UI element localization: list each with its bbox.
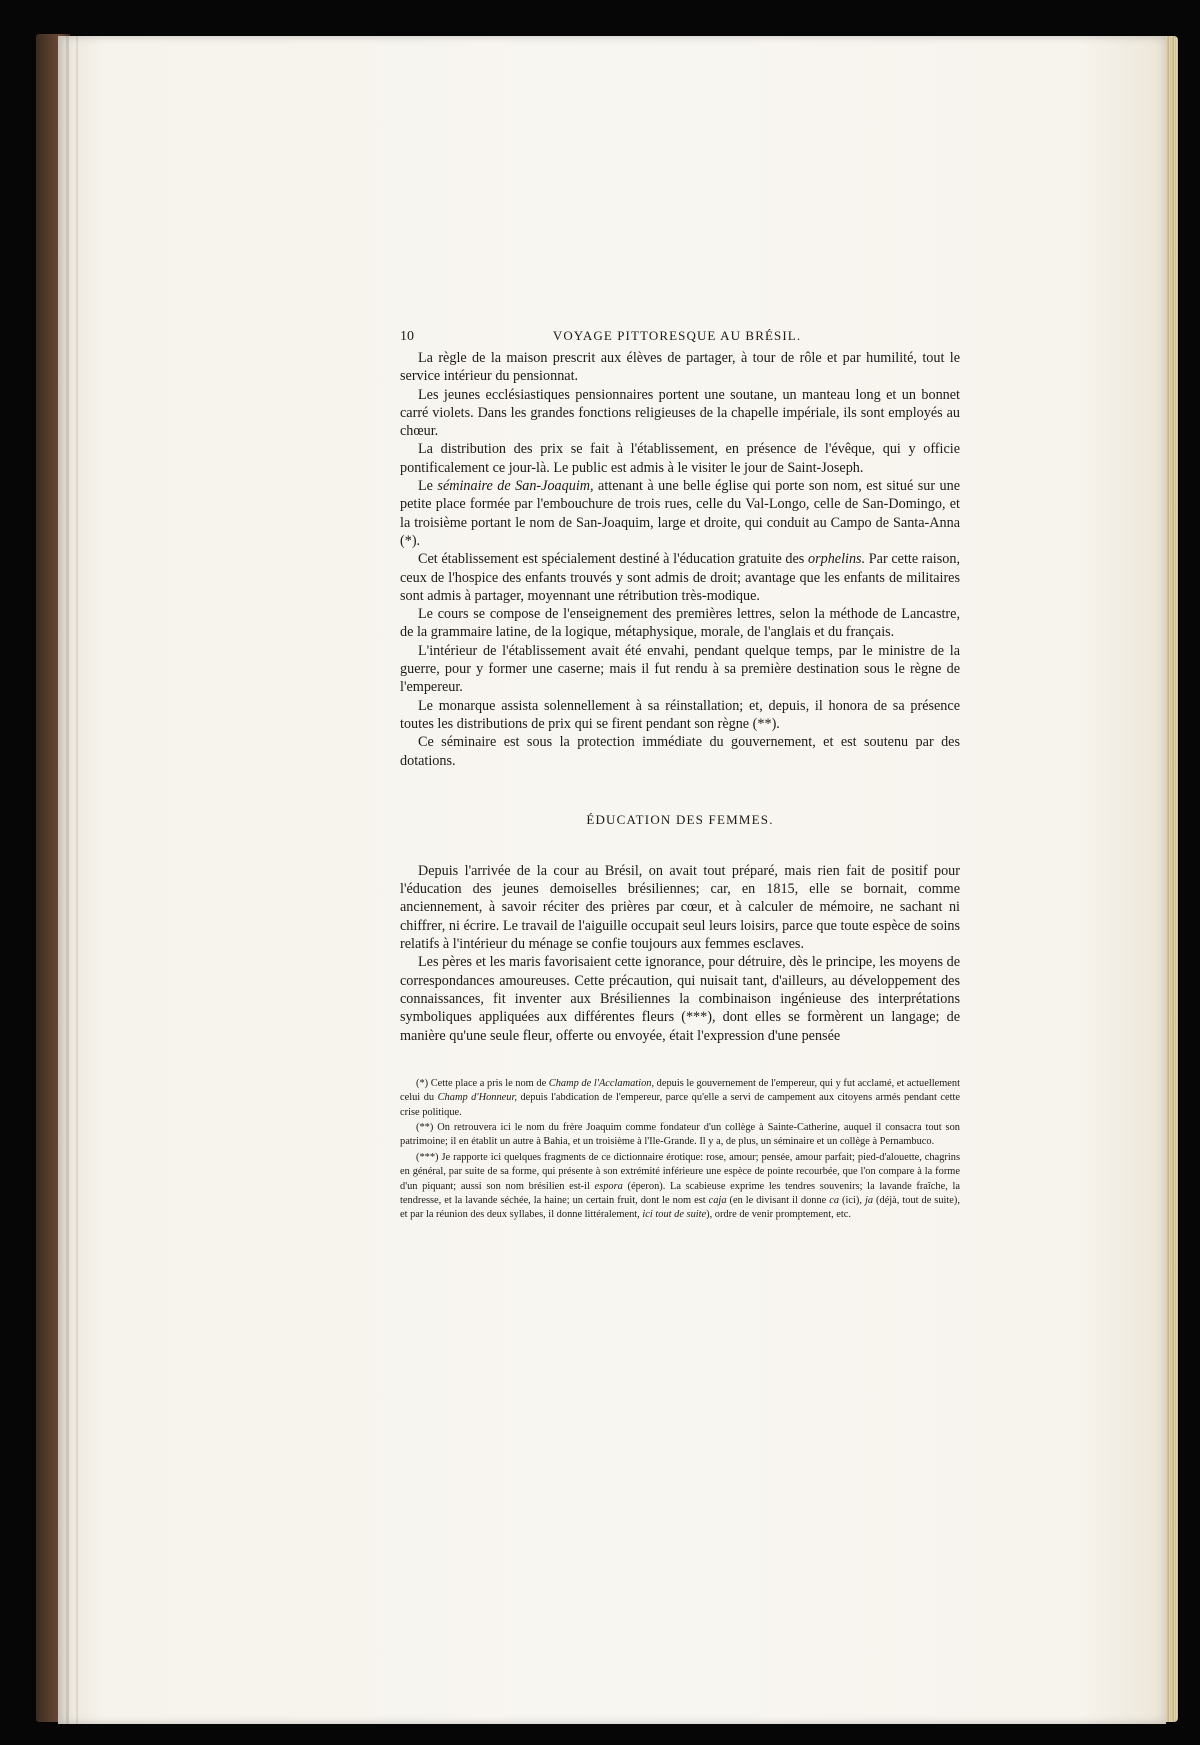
paragraph: L'intérieur de l'établissement avait été envahi, pendant quelque temps, par le ministre de la guerre, pour y former une caserne; mais il fut rendu à sa première destination sous le règne de l'empereur. (400, 642, 960, 696)
italic-run: séminaire de San-Joaquim, (437, 478, 594, 495)
italic-run: Champ de l'Acclamation, (548, 1077, 655, 1089)
paragraph: Ce séminaire est sous la protection immédiate du gouvernement, et est soutenu par des dotations. (400, 734, 960, 769)
text-run: (déjà, tout de suite), et par la réunion des deux syllabes, il donne littéralement, (400, 1195, 960, 1221)
paragraph: La distribution des prix se fait à l'établissement, en présence de l'évêque, qui y officie pontificalement ce jour-là. Le public est admis à le visiter le jour de Saint-Joseph. (400, 441, 960, 476)
paragraph: Le monarque assista solennellement à sa réinstallation; et, depuis, il honora de sa présence toutes les distributions de prix qui se firent pendant son règne (**). (400, 697, 960, 732)
running-head (400, 328, 960, 345)
running-title: VOYAGE PITTORESQUE AU BRÉSIL. (552, 328, 802, 343)
text-run: (ici), (839, 1195, 865, 1207)
text-run: ), ordre de venir promptement, etc. (706, 1209, 851, 1221)
text-run: depuis le gouvernement de l'empereur, qui y fut acclamé, et actuellement celui du (400, 1077, 960, 1104)
paragraph: La règle de la maison prescrit aux élèves de partager, à tour de rôle et par humilité, tout le service intérieur du pensionnat. (400, 350, 960, 385)
footnote (400, 1077, 960, 1120)
italic-run: orphelins. (807, 551, 866, 568)
italic-run: ici tout de suite (642, 1209, 707, 1221)
text-run: (éperon). La scabieuse exprime les tendres souvenirs; la lavande fraîche, la tendresse, et la lavande séchée, la haine; un certain fruit, dont le nom est (400, 1180, 960, 1207)
paragraph (400, 477, 960, 550)
body-text (400, 349, 960, 1045)
italic-run: espora (594, 1180, 623, 1192)
page-number: 10 (400, 329, 414, 344)
text-run: (en le divisant il donne (726, 1195, 830, 1207)
text-run: (*) Cette place a pris le nom de (416, 1077, 549, 1089)
paragraph: Le cours se compose de l'enseignement des premières lettres, selon la méthode de Lancastre, de la grammaire latine, de la logique, métaphysique, morale, de l'anglais et du français. (400, 606, 960, 641)
text-run: Cet établissement est spécialement destiné à l'éducation gratuite des (418, 551, 808, 568)
text-run: Le (418, 478, 438, 495)
section-heading: ÉDUCATION DES FEMMES. (586, 811, 774, 827)
italic-run: ja (864, 1195, 874, 1207)
text-run: (***) Je rapporte ici quelques fragments de ce dictionnaire érotique: rose, amour; pensée, amour parfait; pied-d'alouette, chagrins en général, par suite de sa forme, qui présente à son extrémité inférieure une espèce de pointe recourbée, que l'on compare à la forme d'un piquant; aussi son nom brésilien est-il (400, 1151, 960, 1192)
paragraph (400, 550, 960, 605)
footnote: (**) On retrouvera ici le nom du frère Joaquim comme fondateur d'un collège à Sainte-Catherine, auquel il consacra tout son patrimoine; il en établit un autre à Bahia, et un troisième à l'Ile-Grande. Il y a, de plus, un séminaire et un collège à Pernambuco. (400, 1122, 960, 1148)
text-run: attenant à une belle église qui porte son nom, est situé sur une petite place formée par l'embouchure de trois rues, celle du Val-Longo, celle de San-Domingo, et la troisième portant le nom de San-Joaquim, large et droite, qui conduit au Campo de Santa-Anna (*). (400, 478, 960, 549)
paragraph: Depuis l'arrivée de la cour au Brésil, on avait tout préparé, mais rien fait de positif pour l'éducation des jeunes demoiselles brésiliennes; car, en 1815, elle se bornait, comme anciennement, à savoir réciter des prières par cœur, et à calculer de mémoire, ne sachant ni chiffrer, ni écrire. Le travail de l'aiguille occupait seul leurs loisirs, parce que toute espèce de soins relatifs à l'intérieur du ménage se confie toujours aux femmes esclaves. (400, 862, 960, 953)
footnotes (400, 1077, 960, 1223)
paragraph: Les pères et les maris favorisaient cette ignorance, pour détruire, dès le principe, les moyens de correspondances amoureuses. Cette précaution, qui nuisait tant, d'ailleurs, au développement des connaissances, fit inventer aux Brésiliennes la combinaison ingénieuse des interprétations symboliques appliquées aux différentes fleurs (***), dont elles se formèrent un langage; de manière qu'une seule fleur, offerte ou envoyée, était l'expression d'une pensée (400, 954, 960, 1044)
italic-run: Champ d'Honneur, (437, 1092, 517, 1104)
text-run: Par cette raison, ceux de l'hospice des enfants trouvés y sont admis de droit; avantage que les enfants de militaires sont admis à partager, moyennant une rétribution très-modique. (400, 551, 960, 604)
italic-run: ca (829, 1195, 840, 1207)
paragraph: Les jeunes ecclésiastiques pensionnaires portent une soutane, un manteau long et un bonnet carré violets. Dans les grandes fonctions religieuses de la chapelle impériale, ils sont employés au chœur. (400, 386, 960, 440)
footnote (400, 1151, 960, 1223)
text-run: depuis l'abdication de l'empereur, parce qu'elle a servi de campement aux citoyens armés pendant cette crise politique. (400, 1092, 961, 1118)
italic-run: caja (708, 1195, 727, 1207)
text-block (400, 328, 960, 1223)
